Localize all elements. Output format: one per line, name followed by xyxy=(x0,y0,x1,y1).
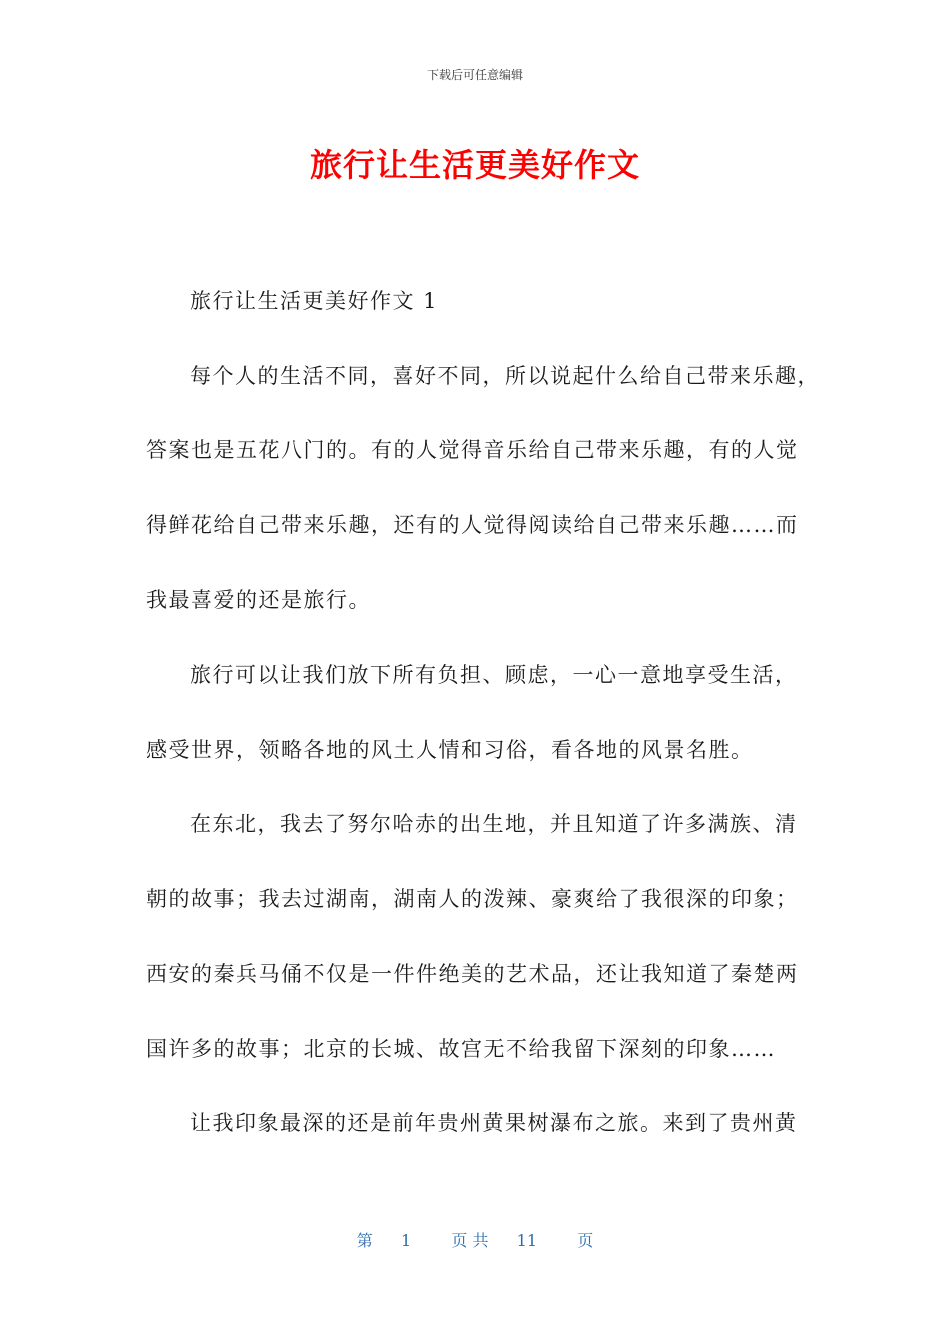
page-current: 1 xyxy=(400,1231,412,1250)
section-heading: 旅行让生活更美好作文 1 xyxy=(190,289,439,313)
paragraph-line: 让我印象最深的还是前年贵州黄果树瀑布之旅。来到了贵州黄 xyxy=(190,1111,798,1135)
paragraph-line: 在东北，我去了努尔哈赤的出生地，并且知道了许多满族、清 xyxy=(190,812,798,836)
paragraph-line: 感受世界，领略各地的风土人情和习俗，看各地的风景名胜。 xyxy=(146,738,754,762)
page-suffix: 页 xyxy=(577,1231,594,1250)
page-middle: 页 共 xyxy=(451,1231,489,1250)
paragraph-line: 得鲜花给自己带来乐趣，还有的人觉得阅读给自己带来乐趣……而 xyxy=(146,513,799,537)
paragraph-line: 每个人的生活不同，喜好不同，所以说起什么给自己带来乐趣， xyxy=(190,364,820,388)
page-prefix: 第 xyxy=(356,1231,373,1250)
paragraph-line: 我最喜爱的还是旅行。 xyxy=(146,588,371,612)
page-footer xyxy=(0,1228,950,1251)
document-title: 旅行让生活更美好作文 xyxy=(309,146,640,184)
paragraph-line: 答案也是五花八门的。有的人觉得音乐给自己带来乐趣，有的人觉 xyxy=(146,438,799,462)
paragraph-line: 朝的故事；我去过湖南，湖南人的泼辣、豪爽给了我很深的印象； xyxy=(146,887,799,911)
paragraph-line: 西安的秦兵马俑不仅是一件件绝美的艺术品，还让我知道了秦楚两 xyxy=(146,962,799,986)
header-note: 下载后可任意编辑 xyxy=(426,68,523,82)
page-total: 11 xyxy=(516,1231,537,1250)
paragraph-line: 国许多的故事；北京的长城、故宫无不给我留下深刻的印象…… xyxy=(146,1037,776,1061)
paragraph-line: 旅行可以让我们放下所有负担、顾虑，一心一意地享受生活， xyxy=(190,663,798,687)
